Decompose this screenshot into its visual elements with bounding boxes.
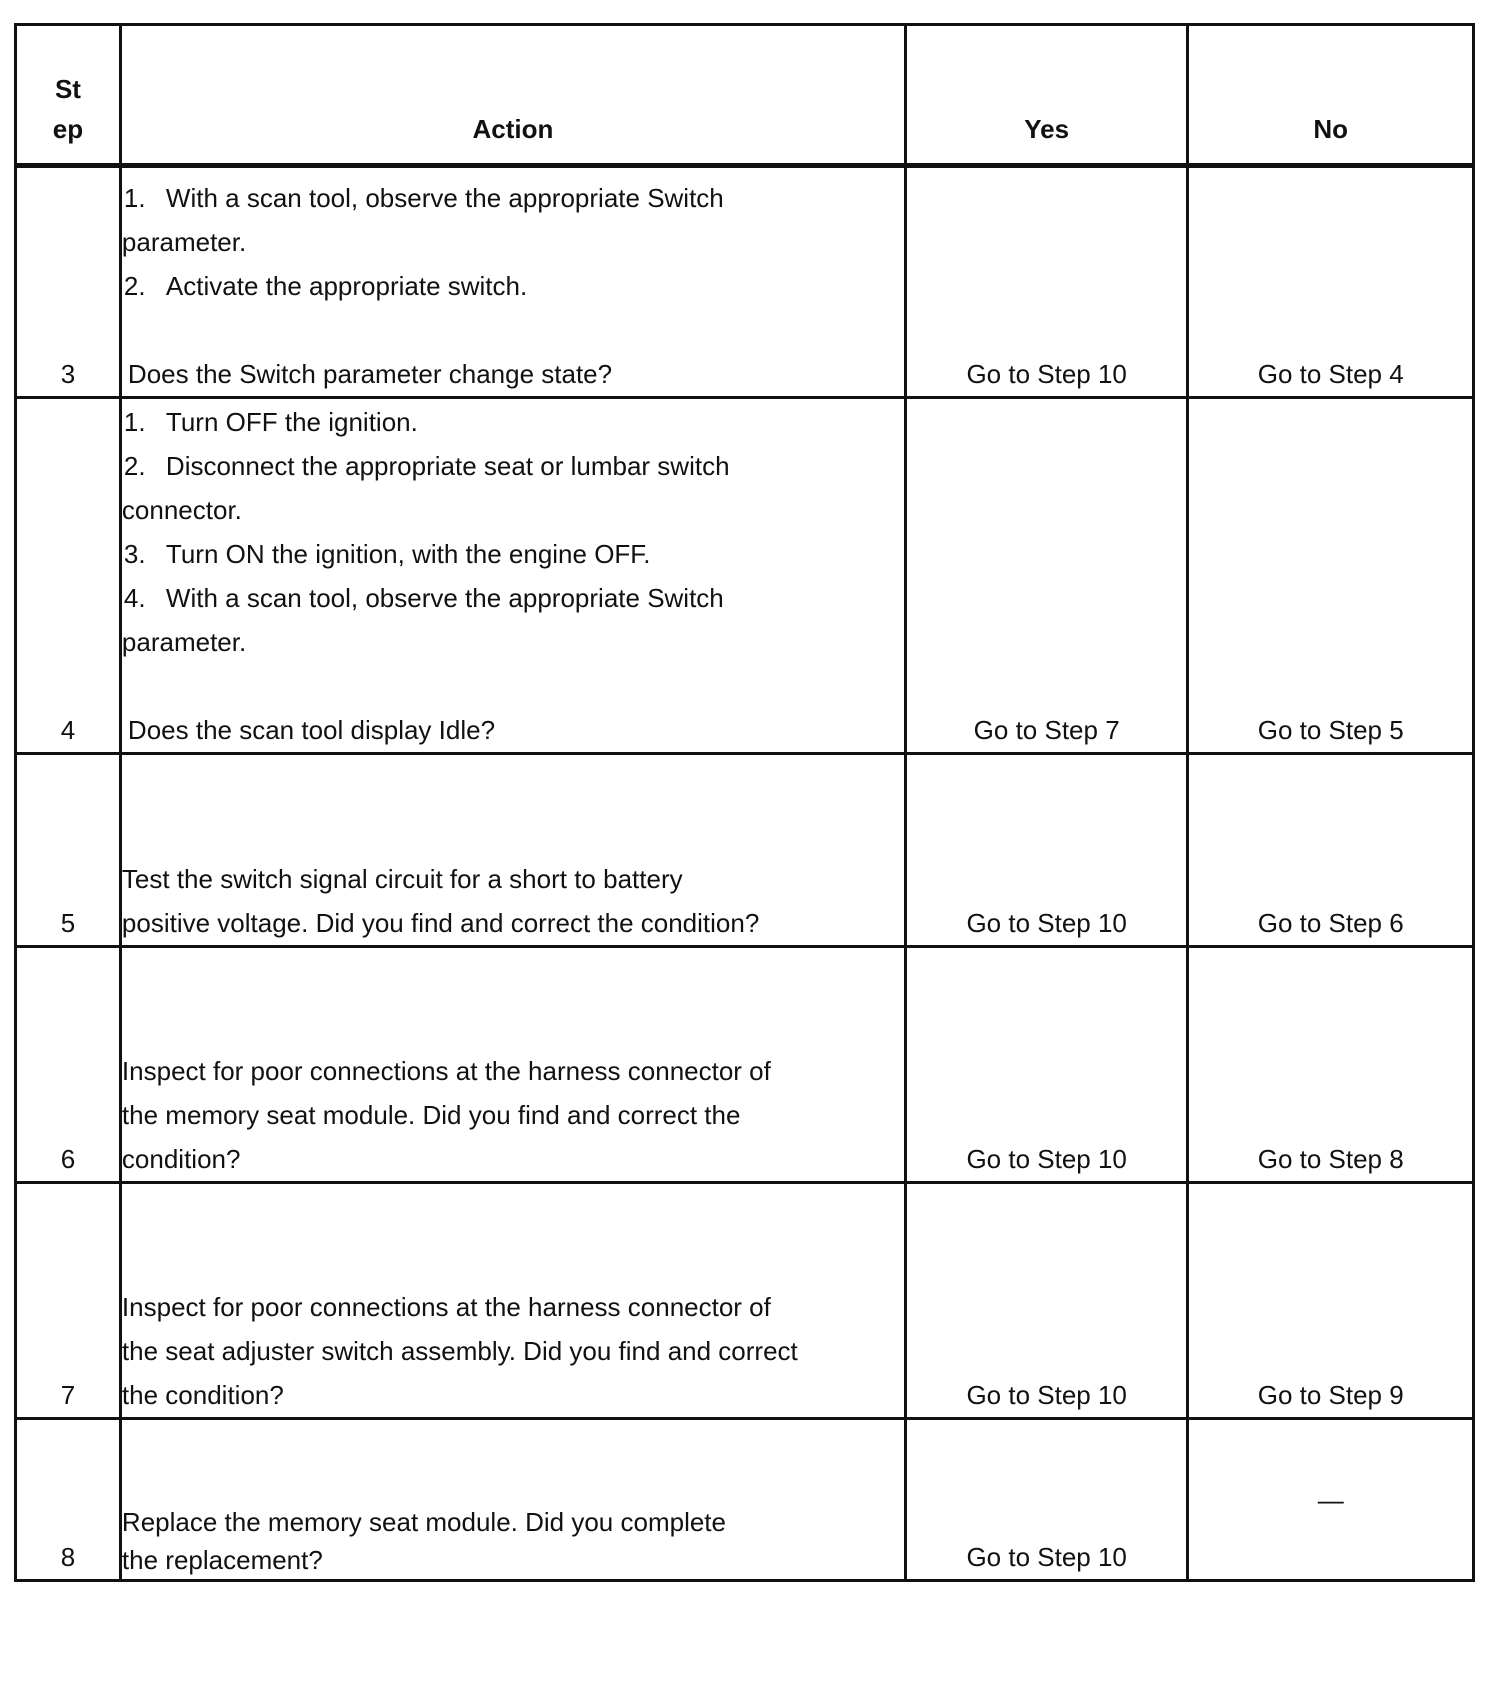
action-text-line: Test the switch signal circuit for a short to battery — [121, 864, 683, 894]
action-text-line: the seat adjuster switch assembly. Did you find and correct — [121, 1336, 798, 1366]
action-cell — [120, 398, 905, 754]
no-result: Go to Step 4 — [1188, 166, 1474, 398]
action-line: parameter. — [121, 227, 247, 257]
no-result: Go to Step 5 — [1188, 398, 1474, 754]
yes-result: Go to Step 10 — [905, 1419, 1188, 1581]
step-number: 6 — [16, 947, 121, 1183]
header-step — [16, 25, 121, 166]
action-question: Does the Switch parameter change state? — [127, 359, 613, 389]
yes-result: Go to Step 7 — [905, 398, 1188, 754]
step-number: 8 — [16, 1419, 121, 1581]
action-question: Does the scan tool display Idle? — [127, 715, 496, 745]
step-number: 7 — [16, 1183, 121, 1419]
header-row — [16, 25, 1474, 166]
action-text-line: the memory seat module. Did you find and correct the — [121, 1100, 741, 1130]
action-text-line: the condition? — [121, 1380, 284, 1410]
header-step-line1: St — [54, 74, 81, 104]
table-row-step-4 — [16, 398, 1474, 754]
action-line: connector. — [121, 495, 242, 525]
action-cell — [120, 166, 905, 398]
action-line: parameter. — [121, 627, 247, 657]
action-text-line: the replacement? — [121, 1545, 323, 1575]
no-result: Go to Step 8 — [1188, 947, 1474, 1183]
header-yes: Yes — [905, 25, 1188, 166]
table-row-step-3 — [16, 166, 1474, 398]
no-result: Go to Step 9 — [1188, 1183, 1474, 1419]
step-number: 5 — [16, 754, 121, 947]
action-line: 3. Turn ON the ignition, with the engine OFF. — [123, 539, 651, 569]
table-row-step-7 — [16, 1183, 1474, 1419]
action-text-line: condition? — [121, 1144, 241, 1174]
action-text-line: Inspect for poor connections at the harness connector of — [121, 1056, 771, 1086]
action-text-line: positive voltage. Did you find and correct the condition? — [121, 908, 760, 938]
table-row-step-5 — [16, 754, 1474, 947]
action-line: 1. With a scan tool, observe the appropriate Switch — [123, 183, 724, 213]
yes-result: Go to Step 10 — [905, 166, 1188, 398]
action-cell — [120, 754, 905, 947]
step-number: 3 — [16, 166, 121, 398]
action-cell — [120, 1419, 905, 1581]
header-action: Action — [120, 25, 905, 166]
no-result: Go to Step 6 — [1188, 754, 1474, 947]
header-step-line2: ep — [52, 114, 84, 144]
action-cell — [120, 947, 905, 1183]
yes-result: Go to Step 10 — [905, 1183, 1188, 1419]
action-line: 2. Activate the appropriate switch. — [123, 271, 528, 301]
header-no: No — [1188, 25, 1474, 166]
action-line: 4. With a scan tool, observe the appropriate Switch — [123, 583, 724, 613]
action-text-line: Replace the memory seat module. Did you complete — [121, 1507, 726, 1537]
step-number: 4 — [16, 398, 121, 754]
yes-result: Go to Step 10 — [905, 754, 1188, 947]
action-text-line: Inspect for poor connections at the harness connector of — [121, 1292, 771, 1322]
yes-result: Go to Step 10 — [905, 947, 1188, 1183]
action-cell — [120, 1183, 905, 1419]
table-row-step-8 — [16, 1419, 1474, 1581]
action-line: 1. Turn OFF the ignition. — [123, 407, 418, 437]
no-result: — — [1188, 1419, 1474, 1581]
table-row-step-6 — [16, 947, 1474, 1183]
action-line: 2. Disconnect the appropriate seat or lumbar switch — [123, 451, 730, 481]
diagnostic-steps-table — [14, 23, 1475, 1582]
